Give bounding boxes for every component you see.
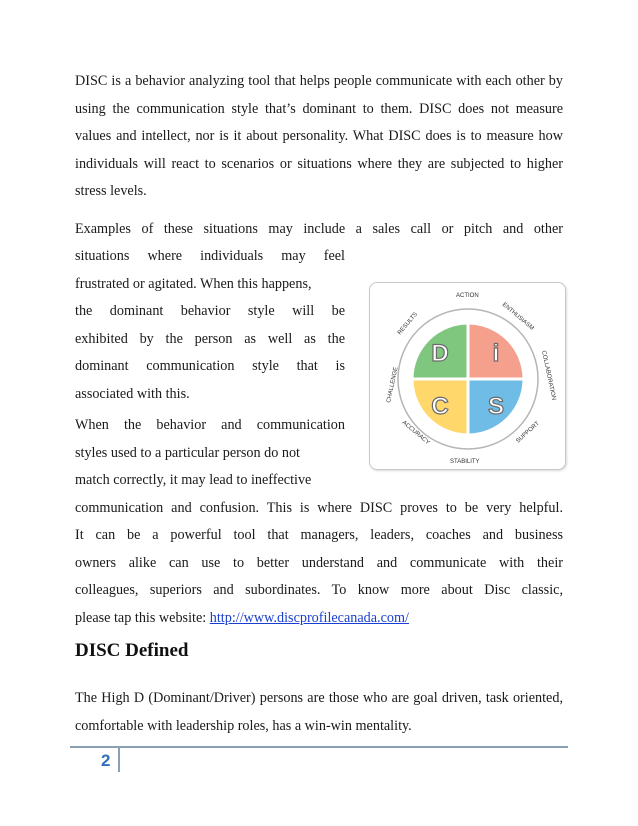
paragraph-line: It can be a powerful tool that managers, leaders, coaches and business bbox=[75, 527, 563, 543]
paragraph-line: match correctly, it may lead to ineffective bbox=[75, 472, 312, 488]
label-results: RESULTS bbox=[396, 311, 420, 337]
letter-d: D bbox=[431, 340, 449, 367]
footer-divider bbox=[118, 748, 120, 772]
disc-wheel-diagram bbox=[370, 283, 565, 469]
link-intro-text: please tap this website: bbox=[75, 610, 210, 626]
paragraph-line: owners alike can use to better understand and communicate with their bbox=[75, 555, 563, 571]
paragraph-line: associated with this. bbox=[75, 386, 190, 402]
page-number: 2 bbox=[101, 751, 111, 770]
section-paragraph: The High D (Dominant/Driver) persons are those who are goal driven, task oriented, comfortable with leadership roles, has a win-win mentality. bbox=[75, 690, 563, 734]
website-link[interactable]: http://www.discprofilecanada.com/ bbox=[209, 610, 409, 626]
label-challenge: CHALLENGE bbox=[386, 366, 400, 404]
letter-s: S bbox=[487, 393, 505, 420]
paragraph-line: exhibited by the person as well as the bbox=[75, 331, 345, 347]
paragraph-line: colleagues, superiors and subordinates. To know more about Disc classic, bbox=[75, 582, 563, 598]
paragraph-line: communication and confusion. This is where DISC proves to be very helpful. bbox=[75, 500, 563, 516]
paragraph-line: Examples of these situations may include a sales call or pitch and other bbox=[75, 221, 563, 237]
label-action: ACTION bbox=[456, 293, 479, 299]
paragraph-line: dominant communication style that is bbox=[75, 358, 345, 374]
paragraph-line: styles used to a particular person do not bbox=[75, 445, 300, 461]
footer-rule bbox=[70, 746, 568, 748]
letter-c: C bbox=[431, 393, 449, 420]
label-support: SUPPORT bbox=[515, 420, 541, 445]
paragraph-line: When the behavior and communication bbox=[75, 417, 345, 433]
label-collaboration: COLLABORATION bbox=[540, 350, 557, 401]
paragraph-line: frustrated or agitated. When this happens, bbox=[75, 276, 312, 292]
intro-paragraph: DISC is a behavior analyzing tool that helps people communicate with each other by using the communication style that’s dominant to them. DISC does not measure values and intellect, nor is it about personality. What DISC does is to measure how individuals will react to scenarios or situations where they are subjected to higher stress levels. bbox=[75, 73, 563, 199]
label-stability: STABILITY bbox=[450, 459, 480, 465]
paragraph-line bbox=[75, 605, 409, 633]
section-heading: DISC Defined bbox=[75, 640, 189, 661]
disc-model-figure bbox=[369, 282, 566, 470]
paragraph-line: situations where individuals may feel bbox=[75, 248, 345, 264]
letter-i: i bbox=[492, 340, 500, 367]
label-enthusiasm: ENTHUSIASM bbox=[500, 301, 535, 332]
label-accuracy: ACCURACY bbox=[400, 419, 431, 447]
paragraph-line: the dominant behavior style will be bbox=[75, 303, 345, 319]
